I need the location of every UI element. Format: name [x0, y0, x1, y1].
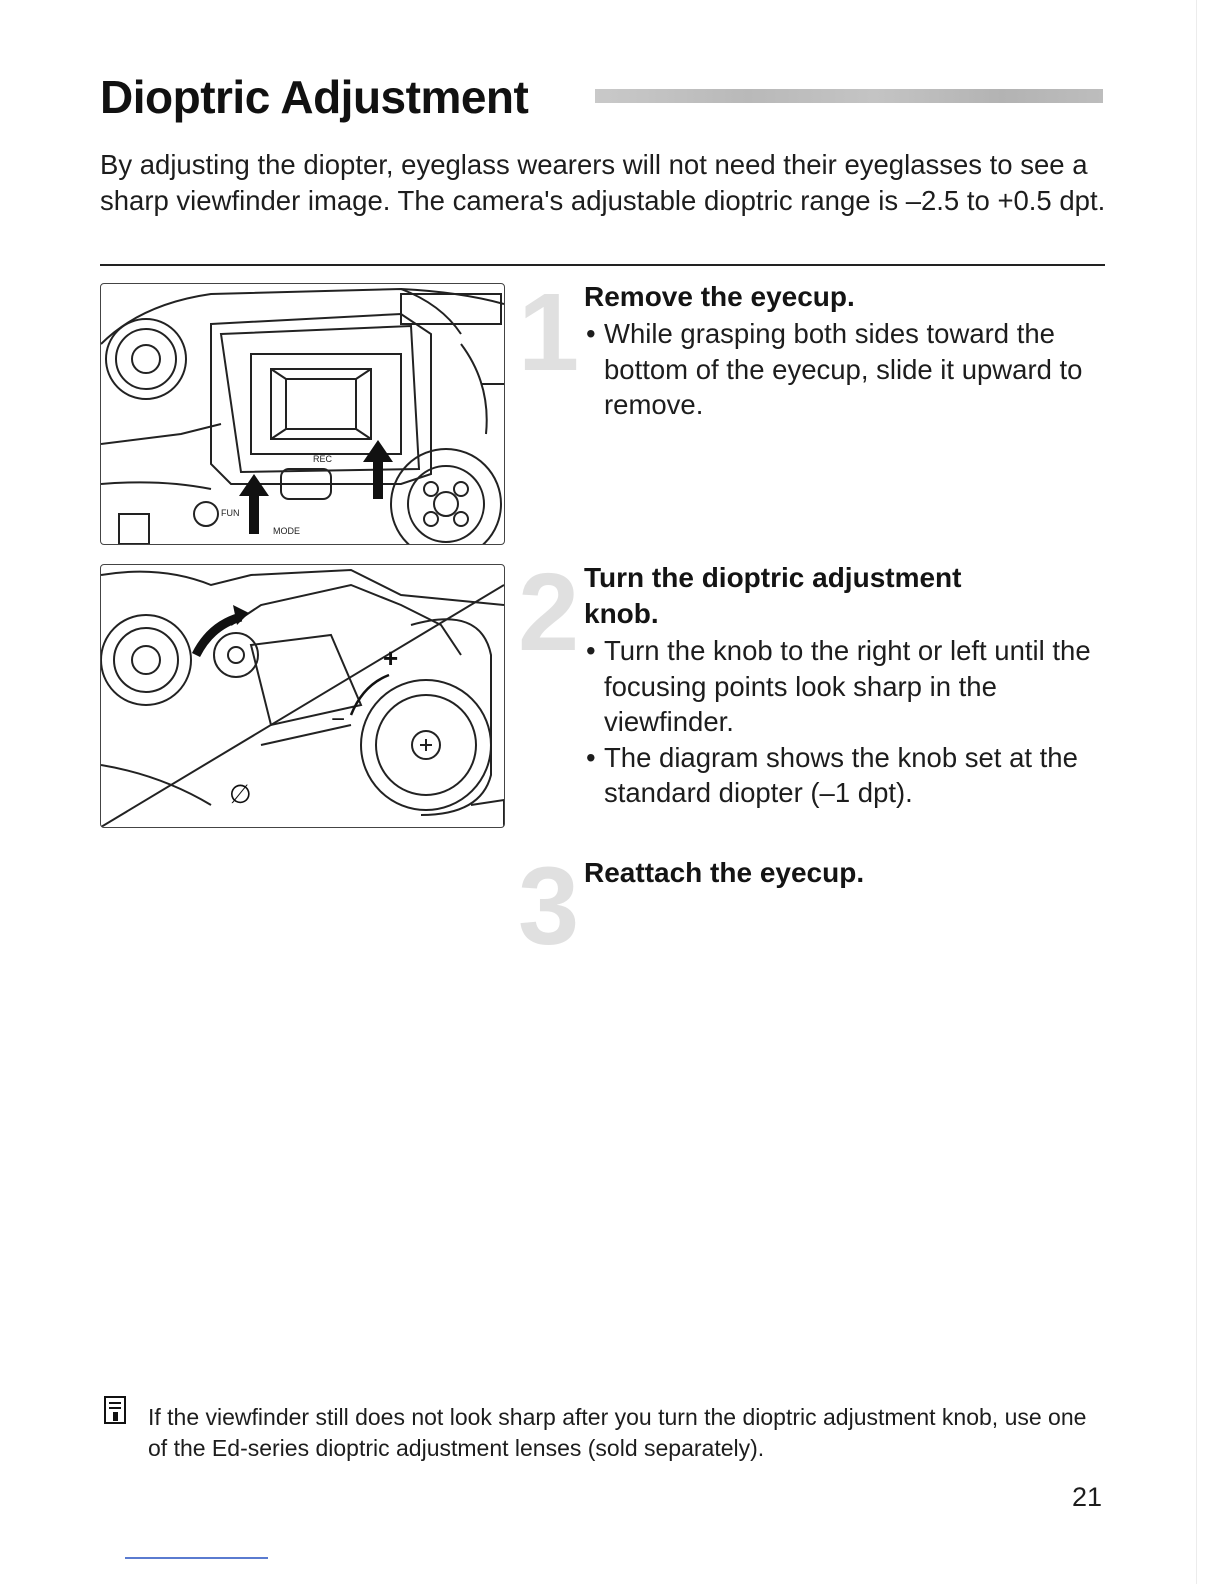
figure-eyecup-removal	[100, 283, 505, 545]
rec-label: REC	[313, 454, 333, 464]
note-text: If the viewfinder still does not look sharp after you turn the dioptric adjustment knob, use one of the Ed-series dioptric adjustment lenses (sold separately).	[148, 1404, 1087, 1461]
plus-symbol: +	[383, 643, 399, 673]
step-2-heading: Turn the dioptric adjustment knob.	[584, 562, 962, 629]
eyecup-illustration	[101, 284, 504, 544]
bullet-dot: •	[586, 741, 596, 773]
fun-label: FUN	[221, 508, 240, 518]
mode-label: MODE	[273, 526, 300, 536]
memo-icon	[103, 1395, 127, 1425]
figure-dioptric-knob	[100, 564, 505, 828]
page-number: 21	[1072, 1482, 1103, 1512]
step-3-heading: Reattach the eyecup.	[584, 857, 865, 888]
dioptric-knob-illustration	[101, 565, 504, 827]
step-2-bullet-2: • The diagram shows the knob set at the standard diopter (–1 dpt).	[586, 741, 1078, 808]
step-1-number: 1	[518, 271, 580, 394]
step-1-bullet-1: • While grasping both sides toward the bottom of the eyecup, slide it upward to remove.	[586, 318, 1083, 420]
section-divider	[100, 264, 1105, 266]
step-2-bullets	[584, 633, 1104, 811]
minus-symbol: −	[331, 706, 346, 733]
step-1-heading: Remove the eyecup.	[584, 281, 855, 312]
step-2-number: 2	[518, 551, 580, 674]
step-3-number: 3	[518, 845, 580, 968]
intro-paragraph: By adjusting the diopter, eyeglass wearers will not need their eyeglasses to see a sharp viewfinder image. The camera's adjustable dioptric range is –2.5 to +0.5 dpt.	[100, 149, 1106, 216]
title-row	[100, 66, 1105, 128]
step-2-bullet-1: • Turn the knob to the right or left until the focusing points look sharp in the viewfinder.	[586, 635, 1091, 737]
bullet-dot: •	[586, 318, 596, 349]
page-title: Dioptric Adjustment	[100, 71, 529, 123]
page-edge	[1196, 0, 1197, 1584]
title-decoration-bar	[595, 89, 1103, 103]
bottom-accent-line	[125, 1557, 268, 1559]
standard-mark: ∅	[229, 779, 252, 809]
bullet-dot: •	[586, 635, 596, 666]
step-1-bullets	[584, 316, 1104, 423]
